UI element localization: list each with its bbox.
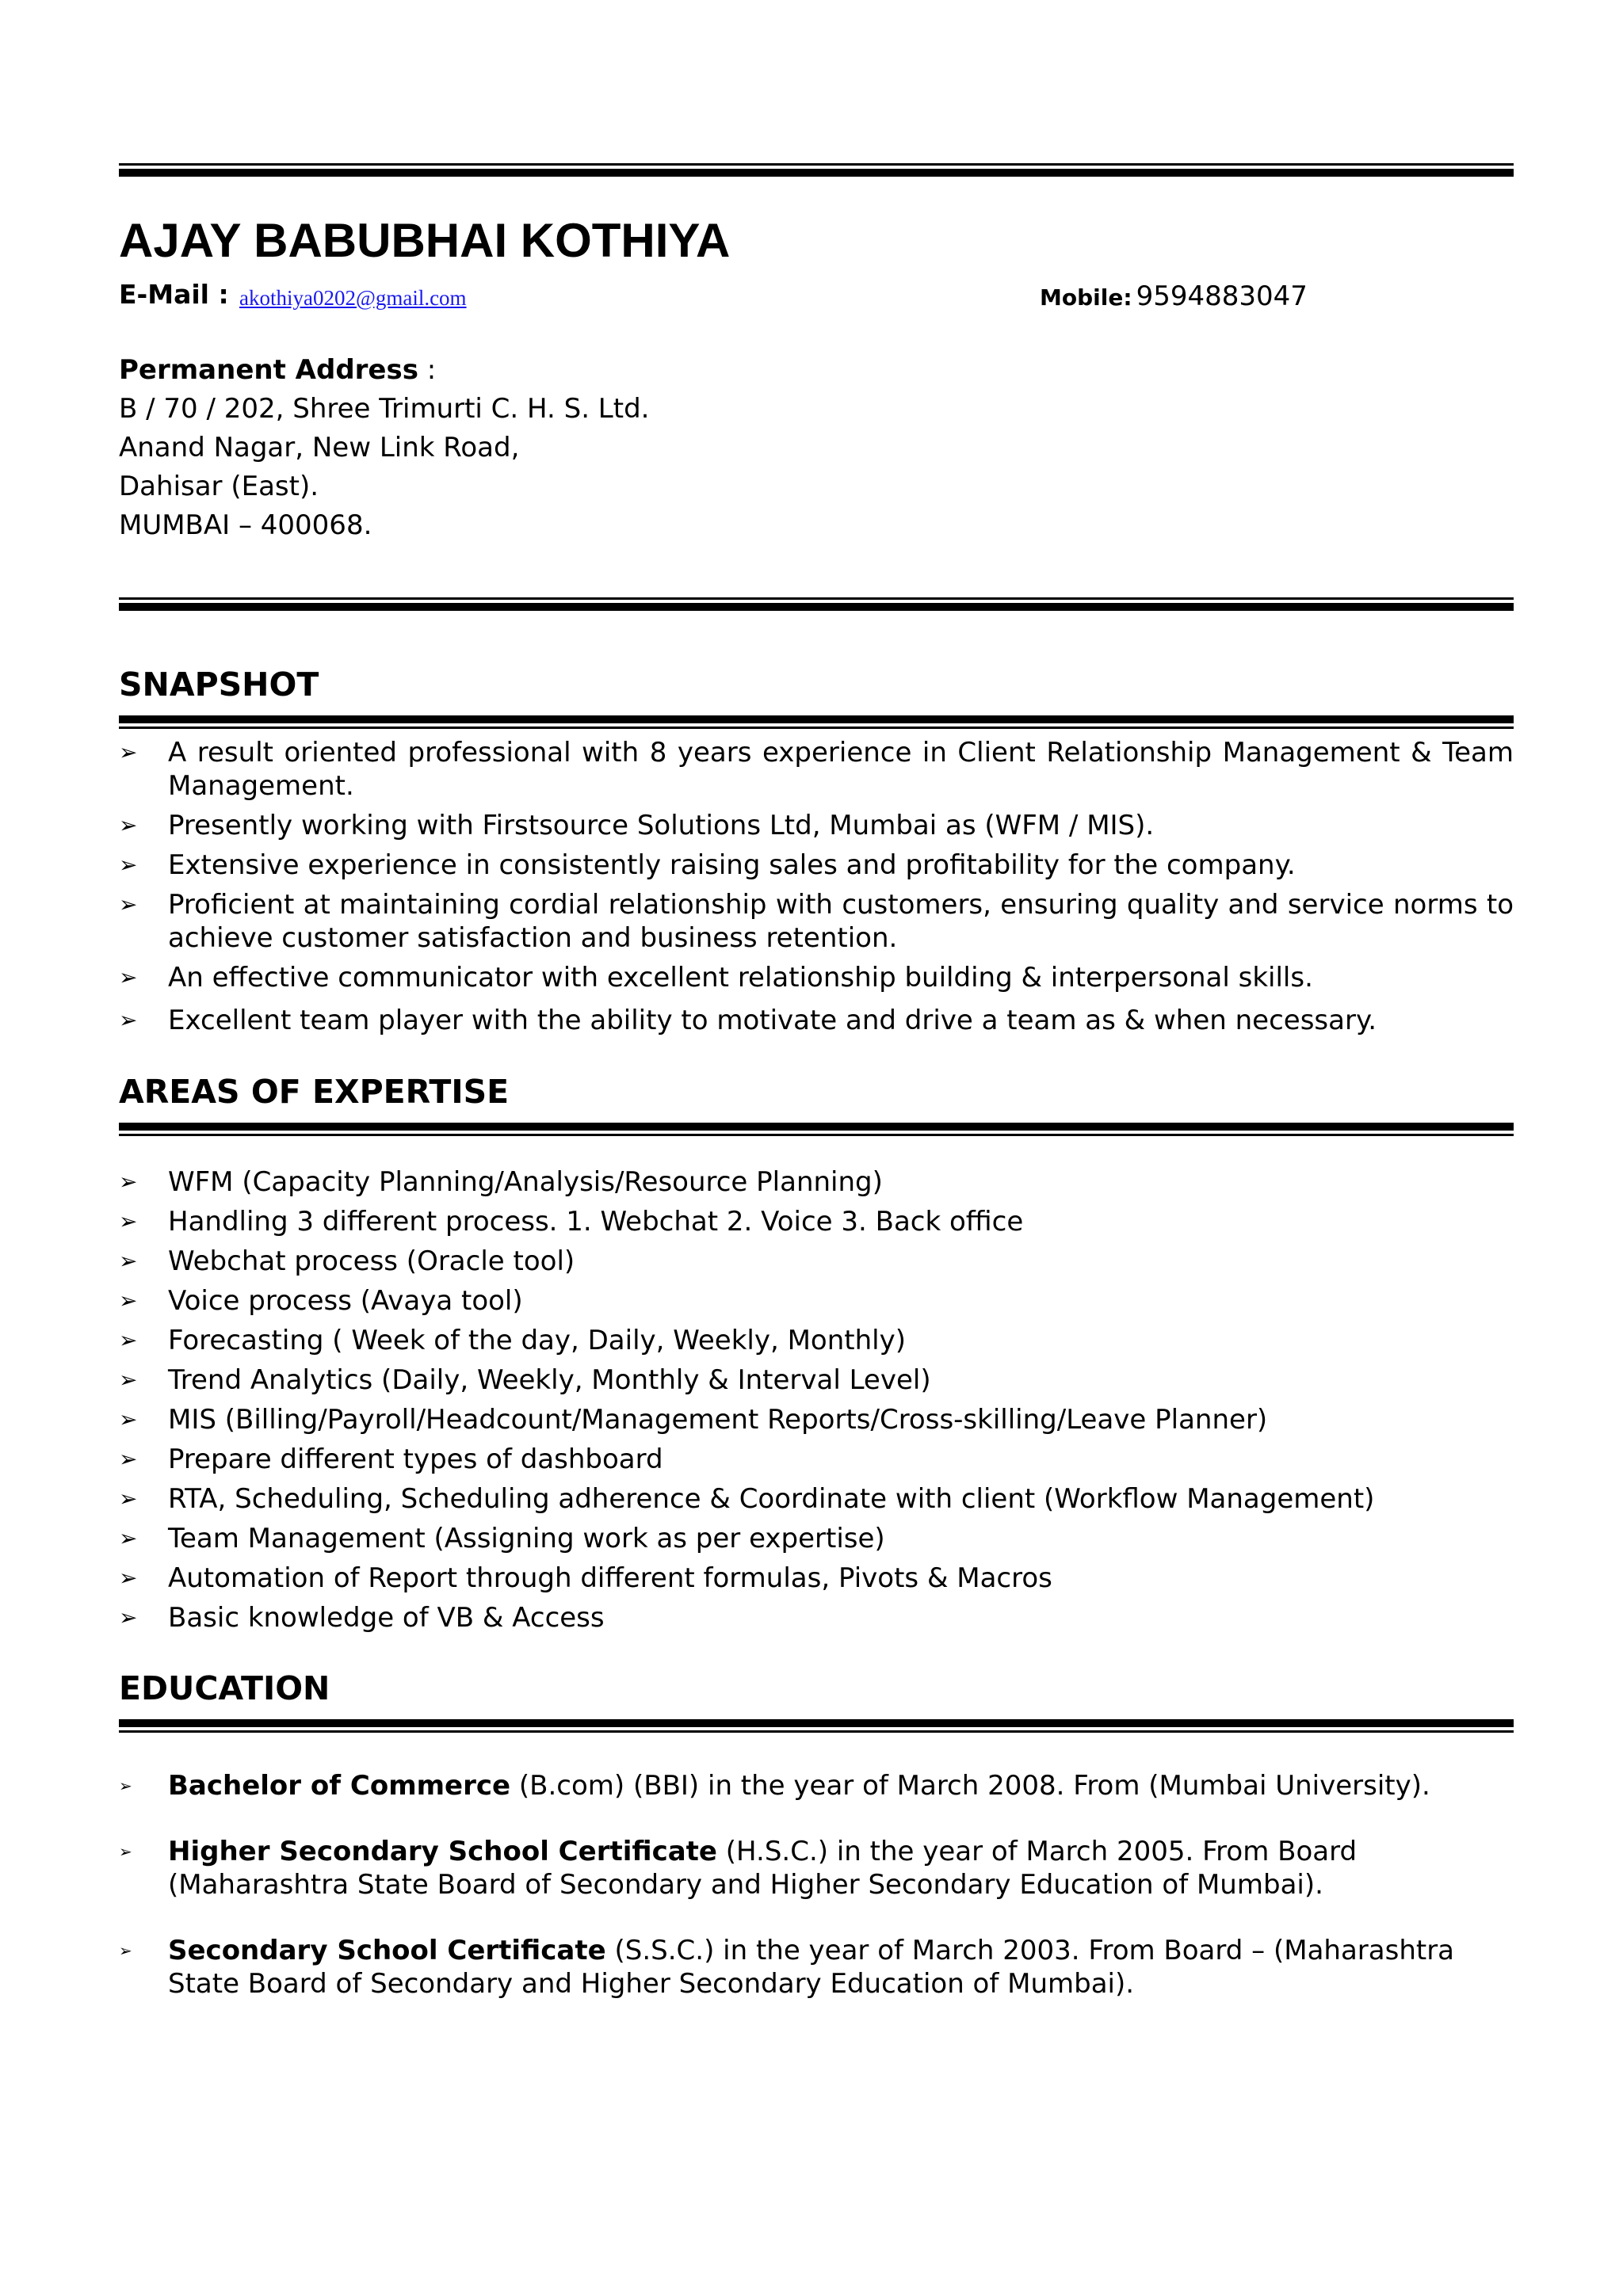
list-item: [119, 1519, 1514, 1558]
arrow-bullet-icon: ➢: [119, 1941, 132, 1960]
snapshot-heading: SNAPSHOT: [119, 666, 319, 704]
arrow-bullet-icon: ➢: [119, 1604, 138, 1630]
arrow-bullet-icon: ➢: [119, 1565, 138, 1591]
expertise-text: Team Management (Assigning work as per expertise): [168, 1523, 885, 1554]
expertise-text: Handling 3 different process. 1. Webchat 2. Voice 3. Back office: [168, 1206, 1024, 1238]
arrow-bullet-icon: ➢: [119, 739, 138, 765]
arrow-bullet-icon: ➢: [119, 1486, 138, 1512]
address-rule: [119, 594, 1514, 611]
mobile-label: Mobile:: [1040, 284, 1132, 311]
list-item: [119, 1934, 1514, 2000]
arrow-bullet-icon: ➢: [119, 1367, 138, 1393]
degree-detail: (B.com) (BBI) in the year of March 2008. From (Mumbai University).: [510, 1770, 1430, 1802]
snapshot-text: A result oriented professional with 8 years experience in Client Relationship Management & Team Management.: [168, 737, 1514, 802]
email-label: E-Mail :: [119, 279, 229, 310]
address-colon: :: [418, 354, 437, 386]
arrow-bullet-icon: ➢: [119, 1525, 138, 1551]
address-line: Dahisar (East).: [119, 471, 319, 502]
candidate-name: AJAY BABUBHAI KOTHIYA: [119, 214, 731, 267]
mobile-info: [1040, 279, 1308, 318]
snapshot-text: An effective communicator with excellent relationship building & interpersonal skills.: [168, 962, 1313, 994]
snapshot-list: [119, 736, 1514, 1037]
list-item: [119, 1004, 1514, 1037]
expertise-rule: [119, 1123, 1514, 1136]
arrow-bullet-icon: ➢: [119, 891, 138, 917]
list-item: [119, 1281, 1514, 1321]
expertise-text: MIS (Billing/Payroll/Headcount/Management Reports/Cross-skilling/Leave Planner): [168, 1404, 1268, 1436]
list-item: [119, 1598, 1514, 1638]
expertise-text: WFM (Capacity Planning/Analysis/Resource Planning): [168, 1166, 883, 1198]
address-heading: [119, 351, 1070, 390]
list-item: [119, 1835, 1514, 1901]
arrow-bullet-icon: ➢: [119, 1446, 138, 1472]
degree-detail: (H.S.C.) in the year of March 2005. From Board (Maharashtra State Board of Secondary and Higher Secondary Education of Mumbai).: [168, 1836, 1358, 1901]
degree-name: Higher Secondary School Certificate: [168, 1836, 717, 1867]
arrow-bullet-icon: ➢: [119, 1406, 138, 1432]
degree-detail: (S.S.C.) in the year of March 2003. From Board – (Maharashtra State Board of Secondary and Higher Secondary Education of Mumbai).: [168, 1935, 1455, 2000]
list-item: [119, 1479, 1514, 1519]
list-item: [119, 1360, 1514, 1400]
list-item: [119, 1440, 1514, 1479]
snapshot-text: Extensive experience in consistently raising sales and profitability for the company.: [168, 849, 1296, 881]
list-item: [119, 1162, 1514, 1202]
arrow-bullet-icon: ➢: [119, 852, 138, 878]
snapshot-rule: [119, 715, 1514, 729]
expertise-text: Webchat process (Oracle tool): [168, 1245, 575, 1277]
header-top-rule: [119, 160, 1514, 177]
expertise-heading: AREAS OF EXPERTISE: [119, 1073, 510, 1111]
list-item: [119, 1202, 1514, 1241]
expertise-text: RTA, Scheduling, Scheduling adherence & Coordinate with client (Workflow Management): [168, 1483, 1375, 1515]
list-item: [119, 1769, 1514, 1802]
email-link[interactable]: akothiya0202@gmail.com: [239, 286, 467, 310]
expertise-text: Prepare different types of dashboard: [168, 1444, 663, 1475]
snapshot-text: Excellent team player with the ability to motivate and drive a team as & when necessary.: [168, 1005, 1377, 1036]
list-item: [119, 888, 1514, 955]
expertise-text: Basic knowledge of VB & Access: [168, 1602, 605, 1634]
degree-name: Bachelor of Commerce: [168, 1770, 511, 1802]
permanent-address: [119, 351, 1070, 545]
contact-row: [119, 277, 1514, 314]
arrow-bullet-icon: ➢: [119, 1248, 138, 1274]
list-item: [119, 849, 1514, 882]
list-item: [119, 961, 1514, 994]
arrow-bullet-icon: ➢: [119, 964, 138, 990]
address-line: B / 70 / 202, Shree Trimurti C. H. S. Ltd.: [119, 393, 650, 425]
list-item: [119, 1241, 1514, 1281]
expertise-text: Trend Analytics (Daily, Weekly, Monthly & Interval Level): [168, 1364, 931, 1396]
address-line: Anand Nagar, New Link Road,: [119, 432, 520, 463]
education-rule: [119, 1719, 1514, 1733]
degree-name: Secondary School Certificate: [168, 1935, 606, 1966]
expertise-text: Voice process (Avaya tool): [168, 1285, 523, 1317]
arrow-bullet-icon: ➢: [119, 1842, 132, 1861]
arrow-bullet-icon: ➢: [119, 1287, 138, 1314]
arrow-bullet-icon: ➢: [119, 1776, 132, 1795]
snapshot-text: Proficient at maintaining cordial relationship with customers, ensuring quality and service norms to achieve customer satisfaction and business retention.: [168, 889, 1514, 954]
list-item: [119, 809, 1514, 842]
snapshot-text: Presently working with Firstsource Solutions Ltd, Mumbai as (WFM / MIS).: [168, 810, 1155, 841]
arrow-bullet-icon: ➢: [119, 1327, 138, 1353]
list-item: [119, 736, 1514, 803]
list-item: [119, 1321, 1514, 1360]
list-item: [119, 1400, 1514, 1440]
arrow-bullet-icon: ➢: [119, 1169, 138, 1195]
arrow-bullet-icon: ➢: [119, 812, 138, 838]
list-item: [119, 1558, 1514, 1598]
address-line: MUMBAI – 400068.: [119, 509, 372, 541]
mobile-number: 9594883047: [1136, 280, 1308, 312]
arrow-bullet-icon: ➢: [119, 1007, 138, 1033]
expertise-text: Automation of Report through different formulas, Pivots & Macros: [168, 1562, 1052, 1594]
address-label: Permanent Address: [119, 354, 418, 386]
education-heading: EDUCATION: [119, 1669, 330, 1707]
education-list: [119, 1769, 1514, 2000]
arrow-bullet-icon: ➢: [119, 1208, 138, 1234]
expertise-list: [119, 1162, 1514, 1638]
expertise-text: Forecasting ( Week of the day, Daily, Weekly, Monthly): [168, 1325, 906, 1356]
